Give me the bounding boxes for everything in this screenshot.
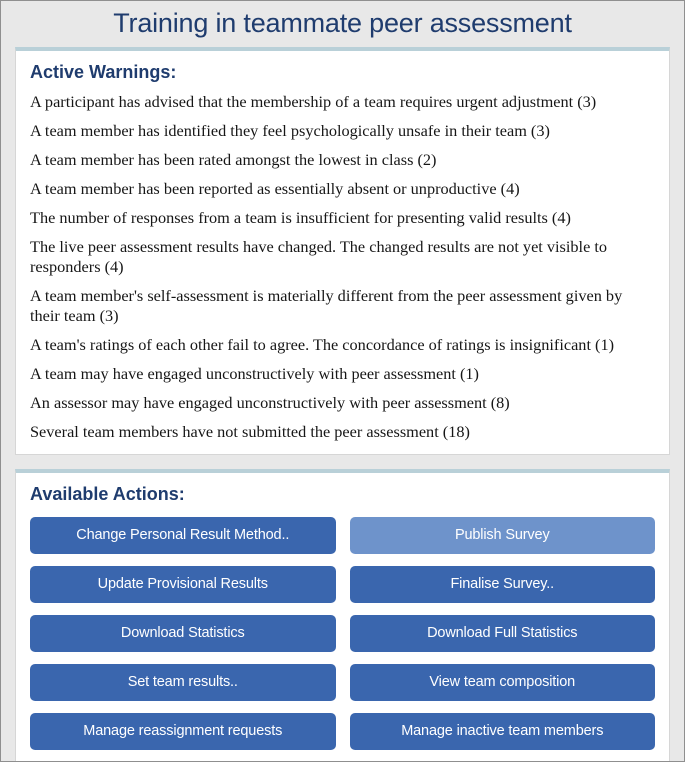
- action-button-set-team-results[interactable]: Set team results..: [30, 664, 336, 701]
- action-button-manage-reassignment-requests[interactable]: Manage reassignment requests: [30, 713, 336, 750]
- warning-item: A team member has identified they feel psychologically unsafe in their team (3): [30, 120, 550, 140]
- warning-item: A participant has advised that the membership of a team requires urgent adjustment (3): [30, 91, 597, 111]
- action-button-change-personal-result-method[interactable]: Change Personal Result Method..: [30, 517, 336, 554]
- available-actions-panel: [15, 469, 670, 762]
- available-actions-heading: Available Actions:: [30, 484, 185, 504]
- warning-item: A team member has been rated amongst the lowest in class (2): [30, 149, 437, 169]
- action-button-download-statistics[interactable]: Download Statistics: [30, 615, 336, 652]
- warning-item: A team member's self-assessment is materially different from the peer assessment given by their team (3): [30, 285, 623, 325]
- warning-item: An assessor may have engaged unconstructively with peer assessment (8): [30, 392, 510, 412]
- warning-item: A team may have engaged unconstructively with peer assessment (1): [30, 363, 479, 383]
- action-button-update-provisional-results[interactable]: Update Provisional Results: [30, 566, 336, 603]
- warning-item: A team's ratings of each other fail to agree. The concordance of ratings is insignificant (1): [30, 334, 615, 354]
- warning-item: A team member has been reported as essentially absent or unproductive (4): [30, 178, 520, 198]
- action-button-publish-survey[interactable]: Publish Survey: [350, 517, 656, 554]
- actions-grid: [16, 509, 669, 750]
- warning-list: [16, 87, 669, 446]
- warning-item: Several team members have not submitted the peer assessment (18): [30, 421, 470, 441]
- active-warnings-panel: [15, 47, 670, 455]
- page-title: Training in teammate peer assessment: [113, 8, 572, 38]
- action-button-manage-inactive-team-members[interactable]: Manage inactive team members: [350, 713, 656, 750]
- active-warnings-heading: Active Warnings:: [30, 62, 177, 82]
- action-button-download-full-statistics[interactable]: Download Full Statistics: [350, 615, 656, 652]
- warning-item: The live peer assessment results have changed. The changed results are not yet visible to responders (4): [30, 236, 608, 276]
- action-button-finalise-survey[interactable]: Finalise Survey..: [350, 566, 656, 603]
- warning-item: The number of responses from a team is insufficient for presenting valid results (4): [30, 207, 571, 227]
- action-button-view-team-composition[interactable]: View team composition: [350, 664, 656, 701]
